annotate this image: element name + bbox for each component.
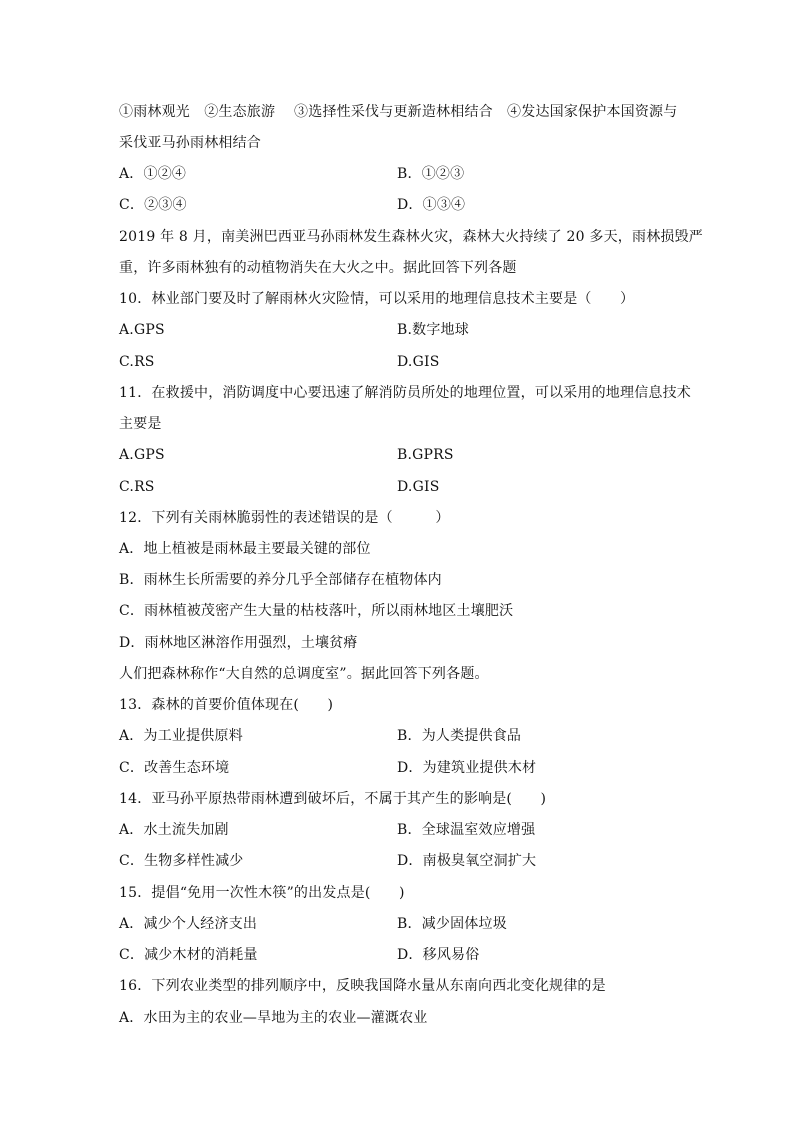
q9-choice-b: B．①②③ [397,166,465,182]
q10-choice-c: C.RS [119,354,155,370]
q12-choice-a: A．地上植被是雨林最主要最关键的部位 [119,541,371,557]
q13-choice-b: B．为人类提供食品 [397,728,522,744]
question-12-stem: 12．下列有关雨林脆弱性的表述错误的是（ ） [119,510,450,526]
q12-choice-b: B．雨林生长所需要的养分几乎全部储存在植物体内 [119,572,442,588]
q11-choice-d: D.GIS [397,479,440,495]
q9-options-text-line1: ①雨林观光 ②生态旅游 ③选择性采伐与更新造林相结合 ④发达国家保护本国资源与 [119,104,678,120]
q14-choice-b: B．全球温室效应增强 [397,822,536,838]
q14-choice-a: A．水土流失加剧 [119,822,229,838]
q11-choice-c: C.RS [119,479,155,495]
q12-choice-d: D．雨林地区淋溶作用强烈，土壤贫瘠 [119,635,358,651]
q9-choice-c: C．②③④ [119,197,187,213]
q9-choice-a: A．①②④ [119,166,187,182]
question-14-stem: 14．亚马孙平原热带雨林遭到破坏后，不属于其产生的影响是( ) [119,791,547,807]
q11-choice-a: A.GPS [119,447,165,463]
question-13-stem: 13．森林的首要价值体现在( ) [119,697,334,713]
q13-choice-d: D．为建筑业提供木材 [397,760,537,776]
question-11-stem-line1: 11．在救援中，消防调度中心要迅速了解消防员所处的地理位置，可以采用的地理信息技术 [119,385,692,401]
q16-choice-a: A．水田为主的农业—旱地为主的农业—灌溉农业 [119,1010,428,1026]
q9-options-text-line2: 采伐亚马孙雨林相结合 [119,135,261,151]
question-15-stem: 15．提倡“免用一次性木筷”的出发点是( ) [119,885,405,901]
question-11-stem-line2: 主要是 [119,416,162,432]
q15-choice-b: B．减少固体垃圾 [397,916,507,932]
q14-choice-d: D．南极臭氧空洞扩大 [397,853,537,869]
q10-choice-b: B.数字地球 [397,322,469,338]
passage-amazon-fire-line2: 重，许多雨林独有的动植物消失在大火之中。据此回答下列各题 [119,260,517,276]
q12-choice-c: C．雨林植被茂密产生大量的枯枝落叶，所以雨林地区土壤肥沃 [119,603,514,619]
q9-choice-d: D．①③④ [397,197,466,213]
passage-forest-dispatch: 人们把森林称作“大自然的总调度室”。据此回答下列各题。 [119,666,489,682]
passage-amazon-fire-line1: 2019 年 8 月，南美洲巴西亚马孙雨林发生森林火灾，森林大火持续了 20 多天，雨林损毁严 [119,229,703,245]
question-16-stem: 16．下列农业类型的排列顺序中，反映我国降水量从东南向西北变化规律的是 [119,978,606,994]
q15-choice-c: C．减少木材的消耗量 [119,947,258,963]
q15-choice-d: D．移风易俗 [397,947,480,963]
q15-choice-a: A．减少个人经济支出 [119,916,258,932]
q10-choice-d: D.GIS [397,354,440,370]
q10-choice-a: A.GPS [119,322,165,338]
question-10-stem: 10．林业部门要及时了解雨林火灾险情，可以采用的地理信息技术主要是（ ） [119,291,635,307]
q14-choice-c: C．生物多样性减少 [119,853,244,869]
q13-choice-c: C．改善生态环境 [119,760,230,776]
q13-choice-a: A．为工业提供原料 [119,728,243,744]
q11-choice-b: B.GPRS [397,447,454,463]
